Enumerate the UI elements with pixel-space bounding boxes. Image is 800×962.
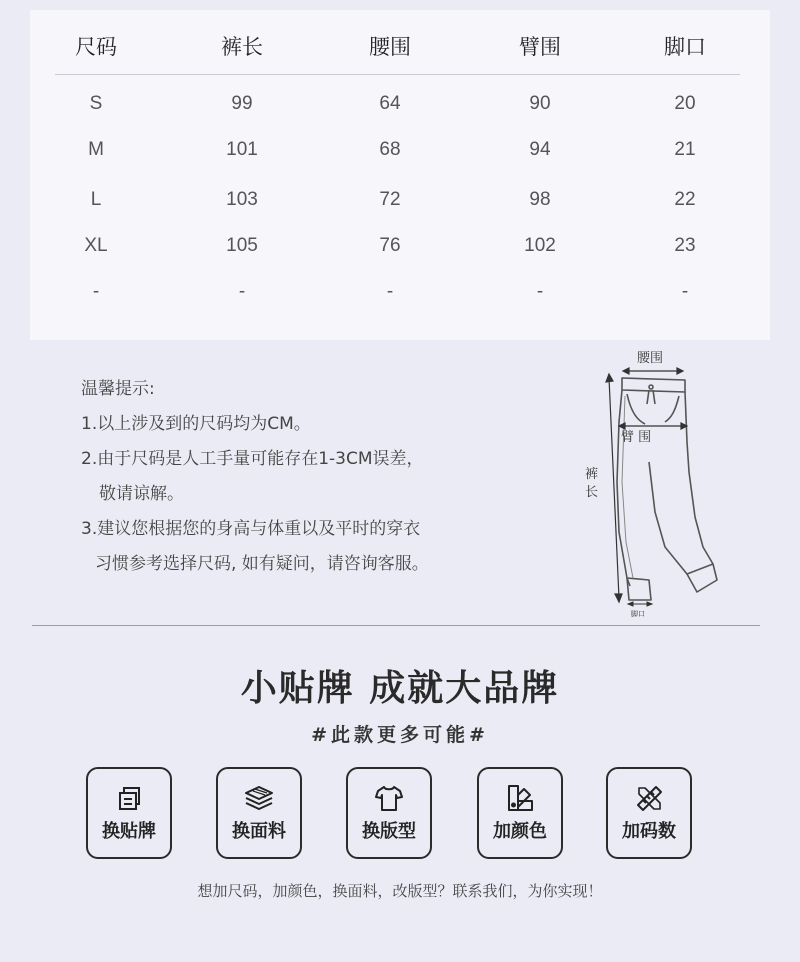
section-divider [32, 625, 760, 626]
header-cuff: 脚口 [664, 35, 706, 59]
table-cell: - [681, 281, 689, 302]
table-cell: 22 [674, 189, 696, 210]
table-cell: 105 [226, 235, 258, 256]
table-cell: 103 [226, 189, 258, 210]
cuff-label: 脚口 [631, 610, 645, 618]
contact-text: 想加尺码，加颜色，换面料，改版型？联系我们，为你实现！ [197, 882, 603, 900]
cuff-arrow [628, 602, 652, 606]
table-cell: 68 [379, 139, 401, 160]
length-label-char-2: 长 [585, 485, 599, 500]
table-header-row [55, 10, 740, 75]
fabric-layers-icon [244, 783, 274, 813]
feature-change-style[interactable] [346, 767, 432, 859]
arm-label: 臂 围 [621, 430, 652, 445]
table-cell: S [89, 93, 103, 114]
waist-label: 腰围 [637, 351, 664, 366]
pants-measurement-diagram [575, 342, 725, 624]
table-cell: XL [84, 235, 108, 256]
feature-change-fabric[interactable] [216, 767, 302, 859]
size-table [55, 10, 740, 315]
tips-line: 2.由于尺码是人工手量可能存在1-3CM误差， [81, 449, 424, 469]
tips-line: 习惯参考选择尺码, 如有疑问，请咨询客服。 [95, 554, 429, 574]
arm-arrow [619, 423, 687, 429]
header-waist: 腰围 [369, 35, 411, 59]
ruler-pencil-icon [634, 783, 664, 813]
brand-title: 小贴牌 成就大品牌 [240, 668, 560, 709]
table-cell: - [536, 281, 544, 302]
table-cell: L [90, 189, 102, 210]
table-cell: 64 [379, 93, 401, 114]
table-row [55, 81, 740, 127]
feature-label: 加颜色 [493, 821, 547, 842]
table-cell: M [88, 139, 104, 160]
color-palette-icon [505, 783, 535, 813]
table-cell: 94 [529, 139, 551, 160]
header-arm: 臂围 [519, 35, 561, 59]
table-cell: 72 [379, 189, 401, 210]
table-cell: 21 [674, 139, 696, 160]
feature-label: 换面料 [232, 821, 286, 842]
table-cell: - [92, 281, 100, 302]
table-cell: 20 [674, 93, 696, 114]
waist-arrow [623, 368, 683, 374]
feature-label: 换贴牌 [102, 821, 156, 842]
table-cell: 90 [529, 93, 551, 114]
table-cell: 102 [524, 235, 556, 256]
table-row [55, 127, 740, 173]
table-cell: 101 [226, 139, 258, 160]
tips-line: 1.以上涉及到的尺码均为CM。 [81, 414, 311, 434]
tips-block [81, 372, 429, 582]
tips-title: 温馨提示: [81, 379, 155, 399]
size-chart-card [30, 10, 770, 340]
feature-label: 加码数 [622, 821, 676, 842]
header-length: 裤长 [221, 35, 263, 59]
table-cell: 98 [529, 189, 551, 210]
feature-add-color[interactable] [477, 767, 563, 859]
header-size: 尺码 [75, 35, 117, 59]
tshirt-icon [374, 783, 404, 813]
tips-line: 敬请谅解。 [99, 484, 184, 504]
table-row [55, 177, 740, 223]
table-cell: 99 [231, 93, 253, 114]
tips-line: 3.建议您根据您的身高与体重以及平时的穿衣 [81, 519, 421, 539]
length-label [585, 467, 602, 500]
label-icon [114, 783, 144, 813]
length-label-char-1: 裤 [585, 467, 599, 482]
table-cell: 76 [379, 235, 401, 256]
table-row [55, 223, 740, 269]
feature-label: 换版型 [362, 821, 416, 842]
table-row [55, 269, 740, 315]
brand-subtitle: #此款更多可能# [311, 724, 489, 746]
table-cell: - [238, 281, 246, 302]
table-cell: 23 [674, 235, 696, 256]
feature-add-sizes[interactable] [606, 767, 692, 859]
feature-change-label[interactable] [86, 767, 172, 859]
table-cell: - [386, 281, 394, 302]
